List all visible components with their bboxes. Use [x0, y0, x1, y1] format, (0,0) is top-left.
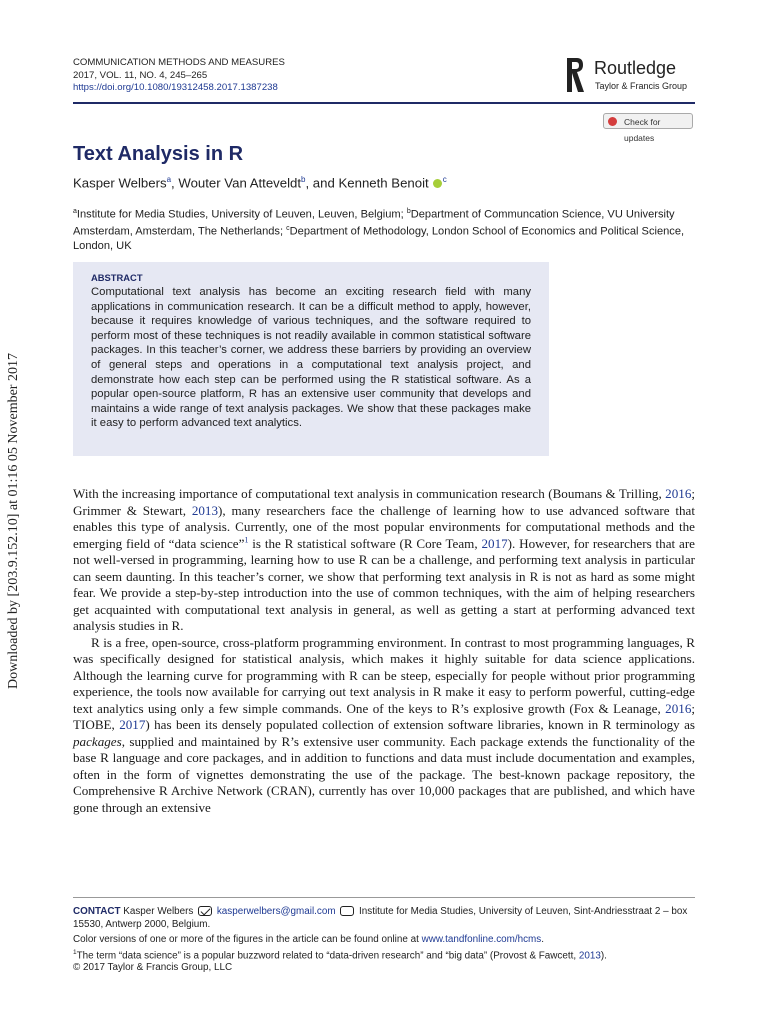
download-watermark-text: Downloaded by [203.9.152.10] at 01:16 05 November 2017	[6, 353, 21, 689]
affiliation-a: Institute for Media Studies, University of Leuven, Leuven, Belgium;	[76, 208, 407, 221]
text-run: ; Grimmer & Stewart,	[73, 486, 695, 518]
affiliation-b: Department of Communcation Science, VU University Amsterdam, Amsterdam, The Netherlands;	[73, 208, 675, 238]
emphasis-term: packages	[73, 733, 122, 749]
text-run: ) has been its densely populated collection of extension software libraries, known in R terminology as	[145, 717, 696, 732]
journal-volume: 2017, VOL. 11, NO. 4, 245–265	[73, 69, 208, 81]
abstract-text: Computational text analysis has become an exciting research field with many applications in communication research. It can be a difficult method to apply, however, because it requires knowledge of various techniques, and the software required to perform most of these techniques is not readily available in common statistical software packages. In this teacher’s corner, we address these barriers by providing an overview of general steps and operations in a computational text analysis project, and demonstrate how each step can be performed using the R statistical software. As a popular open-source platform, R has an extensive user community that develops and maintains a wide range of text analysis packages. We show that these packages make it easy to perform advanced text analytics.	[91, 286, 531, 430]
text-run: ). However, for researchers that are not well-versed in programming, learning how to use R can be a challenge, and performing text analysis in particular can seem daunting. In this teacher’s corner, we show that performing text analysis in R is not as hard as some might fear. We provide a step-by-step introduction into the use of common techniques, with the aim of helping researchers get acquainted with computational text analysis in general, as well as getting a start at performing advanced text analysis studies in R.	[73, 535, 695, 633]
paragraph	[73, 635, 695, 817]
address-icon	[340, 906, 354, 916]
affil-mark: b	[406, 208, 411, 215]
paragraph	[73, 486, 695, 635]
text-run: With the increasing importance of computational text analysis in communication research (Boumans & Trilling,	[73, 486, 666, 501]
text-run: .	[541, 934, 544, 945]
orcid-icon[interactable]	[433, 179, 442, 188]
affil-mark: c	[286, 225, 290, 233]
color-note	[73, 934, 695, 947]
body-text	[73, 486, 695, 816]
copyright: © 2017 Taylor & Francis Group, LLC	[73, 962, 233, 974]
affiliations	[73, 205, 695, 254]
text-run: ).	[600, 949, 607, 961]
publisher-name: Routledge	[594, 58, 677, 78]
contact-address: Institute for Media Studies, University of Leuven, Sint-Andriesstraat 2 – box 15530, Antwerp 2000, Belgium.	[73, 906, 688, 930]
contact-label: CONTACT	[73, 906, 121, 917]
author-affil-mark[interactable]: a	[166, 175, 172, 184]
footnotes	[73, 934, 695, 975]
abstract-box	[73, 262, 549, 456]
text-run: R is a free, open-source, cross-platform programming environment. In contrast to most programming languages, R was specifically designed for statistical analysis, which makes it highly suitable for data science applications. Although the learning curve for programming with R can be steep, especially for people without prior programming experience, the tools now available for carrying out text analysis in R make it easy to perform powerful, cutting-edge text analytics using only a few simple commands. One of the keys to R’s explosive growth (Fox & Leanage,	[73, 634, 695, 716]
text-run: ), many researchers face the challenge of learning how to use advanced software that enables this type of analysis. Currently, one of the most popular environments for computational methods and the emerging field of “data science”	[73, 502, 695, 551]
journal-name: COMMUNICATION METHODS AND MEASURES	[73, 57, 285, 68]
citation-link[interactable]: 2016	[665, 486, 692, 501]
author-separator: , and	[305, 175, 339, 191]
journal-url-link[interactable]: www.tandfonline.com/hcms	[421, 934, 542, 945]
footnote-1	[73, 947, 695, 963]
affil-mark: a	[73, 208, 77, 215]
text-run: Color versions of one or more of the figures in the article can be found online at	[73, 934, 422, 945]
text-run: is the R statistical software (R Core Team,	[248, 535, 482, 551]
header-rule	[73, 102, 695, 104]
author-name: Kasper Welbers	[73, 175, 167, 191]
text-run: , supplied and maintained by R’s extensive user community. Each package extends the functionality of the base R language and core packages, and in addition to functions and data must include documentation and examples, often in the form of vignettes demonstrating the use of the package. The best-known package repository, the Comprehensive R Archive Network (CRAN), currently has over 10,000 packages that are published, and which have gone through an extensive	[73, 733, 695, 815]
abstract-heading: ABSTRACT	[91, 272, 143, 283]
author-name: Wouter Van Atteveldt	[178, 175, 302, 191]
citation-link[interactable]: 2013	[191, 502, 219, 518]
doi-link[interactable]: https://doi.org/10.1080/19312458.2017.1387238	[73, 82, 278, 93]
check-for-updates-button[interactable]	[603, 113, 693, 143]
contact-email[interactable]: kasperwelbers@gmail.com	[216, 906, 336, 917]
citation-link[interactable]: 2013	[578, 949, 601, 961]
journal-header	[73, 57, 285, 95]
author-separator: ,	[171, 175, 179, 191]
routledge-mark-icon	[566, 56, 586, 94]
author-affil-mark[interactable]: c	[442, 175, 447, 184]
citation-link[interactable]: 2017	[119, 717, 146, 732]
download-watermark	[2, 353, 26, 689]
author-name: Kenneth Benoit	[338, 175, 429, 191]
author-affil-mark[interactable]: b	[301, 175, 306, 184]
citation-link[interactable]: 2017	[481, 535, 508, 551]
article-title: Text Analysis in R	[73, 143, 244, 165]
publisher-group: Taylor & Francis Group	[595, 81, 688, 91]
affiliation-c: Department of Methodology, London School of Economics and Political Science, London, UK	[73, 225, 685, 253]
check-for-updates-label: Check for updates	[624, 117, 661, 143]
crossmark-icon	[608, 117, 617, 126]
text-run: The term “data science” is a popular buzzword related to “data-driven research” and “big data” (Provost & Fawcett,	[76, 949, 579, 961]
footnote-link[interactable]: 1	[244, 535, 249, 545]
envelope-icon	[198, 906, 212, 916]
routledge-logo	[566, 56, 706, 96]
author-list	[73, 175, 447, 190]
text-run: ; TIOBE,	[73, 700, 695, 732]
footnote-rule	[73, 897, 695, 898]
contact-name: Kasper Welbers	[120, 906, 197, 917]
citation-link[interactable]: 2016	[665, 700, 692, 716]
footnote-mark: 1	[73, 948, 77, 956]
contact-info	[73, 905, 695, 931]
